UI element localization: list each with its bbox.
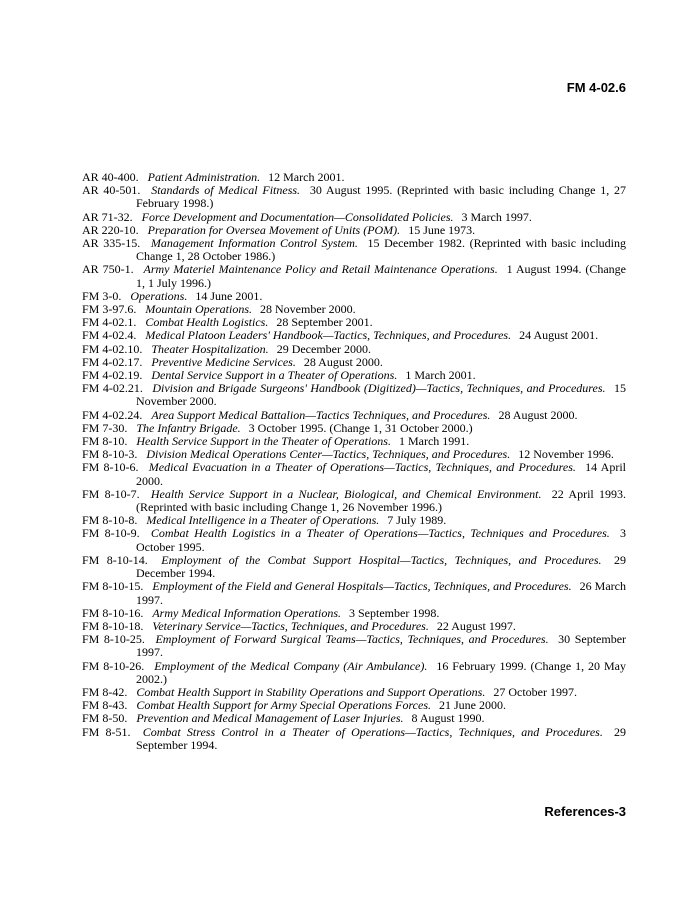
reference-code: FM 4-02.17. bbox=[82, 354, 143, 369]
reference-title: Medical Platoon Leaders' Handbook—Tactics, Techniques, and Procedures. bbox=[145, 328, 512, 343]
reference-code: FM 8-10-25. bbox=[82, 632, 145, 647]
reference-title: Mountain Operations. bbox=[145, 302, 253, 317]
reference-details: 3 October 1995. (Change 1, 31 October 2000.) bbox=[248, 420, 473, 435]
reference-title: Health Service Support in a Nuclear, Biological, and Chemical Environment. bbox=[150, 486, 542, 501]
reference-details: 30 August 1995. (Reprinted with basic including Change 1, 27 February 1998.) bbox=[136, 183, 626, 211]
reference-details: 29 September 1994. bbox=[136, 724, 627, 752]
reference-details: 16 February 1999. (Change 1, 20 May 2002.) bbox=[136, 658, 626, 686]
reference-details: 12 November 1996. bbox=[518, 447, 614, 462]
reference-code: FM 8-10-15. bbox=[82, 579, 144, 594]
reference-code: FM 7-30. bbox=[82, 420, 128, 435]
reference-title: Patient Administration. bbox=[147, 170, 261, 184]
reference-code: AR 40-400. bbox=[82, 170, 139, 184]
reference-entry bbox=[82, 488, 626, 514]
reference-details: 28 September 2001. bbox=[276, 315, 373, 330]
reference-code: FM 8-10-7. bbox=[82, 486, 140, 501]
reference-title: Division Medical Operations Center—Tactics, Techniques, and Procedures. bbox=[146, 447, 511, 462]
reference-code: FM 8-10-3. bbox=[82, 447, 138, 462]
reference-details: 3 March 1997. bbox=[461, 209, 532, 224]
reference-title: Division and Brigade Surgeons' Handbook (Digitized)—Tactics, Techniques, and Procedures. bbox=[152, 381, 606, 396]
reference-details: 22 April 1993. (Reprinted with basic including Change 1, 26 November 1996.) bbox=[136, 486, 627, 515]
reference-code: FM 8-10-14. bbox=[82, 552, 148, 567]
reference-code: FM 8-51. bbox=[82, 724, 131, 739]
reference-code: FM 8-10-8. bbox=[82, 513, 138, 528]
page-label: References-3 bbox=[544, 804, 626, 819]
reference-code: AR 335-15. bbox=[82, 236, 141, 251]
reference-details: 29 December 2000. bbox=[276, 341, 371, 356]
reference-details: 28 November 2000. bbox=[260, 302, 356, 317]
reference-details: 24 August 2001. bbox=[519, 328, 599, 343]
reference-title: The Infantry Brigade. bbox=[136, 420, 241, 435]
reference-details: 7 July 1989. bbox=[387, 513, 447, 528]
reference-entry bbox=[82, 527, 626, 553]
reference-code: FM 8-50. bbox=[82, 711, 128, 726]
reference-list bbox=[82, 171, 626, 752]
reference-entry bbox=[82, 712, 626, 725]
reference-code: AR 750-1. bbox=[82, 262, 134, 277]
reference-entry bbox=[82, 184, 626, 210]
reference-details: 15 November 2000. bbox=[136, 381, 627, 409]
reference-details: 14 June 2001. bbox=[195, 288, 263, 303]
reference-title: Force Development and Documentation—Consolidated Policies. bbox=[141, 209, 454, 224]
reference-title: Health Service Support in the Theater of Operations. bbox=[136, 434, 391, 449]
reference-title: Combat Health Logistics in a Theater of Operations—Tactics, Techniques and Procedures. bbox=[150, 526, 610, 541]
reference-details: 12 March 2001. bbox=[268, 170, 345, 184]
reference-details: 28 August 2000. bbox=[498, 407, 578, 422]
reference-title: Employment of the Field and General Hospitals—Tactics, Techniques, and Procedures. bbox=[152, 579, 572, 594]
reference-details: 26 March 1997. bbox=[136, 579, 626, 607]
reference-title: Combat Health Logistics. bbox=[145, 315, 269, 330]
reference-title: Employment of the Medical Company (Air Ambulance). bbox=[154, 658, 428, 673]
reference-code: FM 8-10-26. bbox=[82, 658, 145, 673]
reference-entry bbox=[82, 211, 626, 224]
reference-code: FM 4-02.19. bbox=[82, 368, 143, 383]
reference-code: FM 8-42. bbox=[82, 684, 128, 699]
reference-entry bbox=[82, 461, 626, 487]
reference-title: Veterinary Service—Tactics, Techniques, and Procedures. bbox=[152, 618, 429, 633]
reference-title: Operations. bbox=[130, 288, 188, 303]
reference-details: 15 December 1982. (Reprinted with basic including Change 1, 28 October 1986.) bbox=[136, 236, 627, 264]
reference-code: FM 8-10-9. bbox=[82, 526, 140, 541]
reference-code: FM 4-02.10. bbox=[82, 341, 143, 356]
reference-entry bbox=[82, 263, 626, 289]
reference-title: Army Materiel Maintenance Policy and Retail Maintenance Operations. bbox=[143, 262, 498, 277]
reference-title: Standards of Medical Fitness. bbox=[151, 183, 301, 198]
reference-details: 3 September 1998. bbox=[349, 605, 440, 620]
reference-details: 22 August 1997. bbox=[436, 618, 516, 633]
reference-details: 30 September 1997. bbox=[136, 632, 627, 660]
reference-code: AR 40-501. bbox=[82, 183, 141, 198]
reference-details: 27 October 1997. bbox=[493, 684, 578, 699]
reference-code: FM 8-43. bbox=[82, 698, 128, 713]
reference-title: Medical Evacuation in a Theater of Operations—Tactics, Techniques, and Procedures. bbox=[148, 460, 576, 475]
reference-details: 29 December 1994. bbox=[136, 552, 627, 581]
reference-details: 1 March 2001. bbox=[405, 368, 476, 383]
reference-title: Preparation for Oversea Movement of Units (POM). bbox=[147, 222, 401, 237]
reference-entry bbox=[82, 554, 626, 580]
reference-code: AR 71-32. bbox=[82, 209, 133, 224]
reference-code: FM 4-02.21. bbox=[82, 381, 143, 396]
reference-code: FM 3-97.6. bbox=[82, 302, 137, 317]
reference-entry bbox=[82, 580, 626, 606]
reference-details: 21 June 2000. bbox=[439, 698, 506, 713]
reference-title: Combat Health Support for Army Special Operations Forces. bbox=[136, 698, 431, 713]
reference-details: 1 August 1994. (Change 1, 1 July 1996.) bbox=[136, 262, 626, 290]
reference-code: FM 3-0. bbox=[82, 288, 122, 303]
reference-details: 1 March 1991. bbox=[398, 434, 470, 449]
reference-details: 14 April 2000. bbox=[136, 460, 627, 488]
reference-title: Combat Stress Control in a Theater of Operations—Tactics, Techniques, and Procedures. bbox=[142, 724, 603, 739]
reference-title: Theater Hospitalization. bbox=[151, 341, 269, 356]
reference-title: Employment of the Combat Support Hospital—Tactics, Techniques, and Procedures. bbox=[161, 552, 602, 567]
reference-code: FM 4-02.1. bbox=[82, 315, 137, 330]
reference-title: Dental Service Support in a Theater of Operations. bbox=[151, 368, 398, 383]
reference-title: Area Support Medical Battalion—Tactics Techniques, and Procedures. bbox=[151, 407, 491, 422]
reference-code: FM 4-02.24. bbox=[82, 407, 143, 422]
reference-code: FM 8-10-16. bbox=[82, 605, 144, 620]
reference-details: 28 August 2000. bbox=[303, 354, 383, 369]
reference-title: Army Medical Information Operations. bbox=[152, 605, 341, 620]
reference-entry bbox=[82, 237, 626, 263]
reference-title: Combat Health Support in Stability Operations and Support Operations. bbox=[136, 684, 486, 699]
reference-code: FM 8-10. bbox=[82, 434, 128, 449]
reference-details: 8 August 1990. bbox=[411, 711, 485, 726]
reference-code: FM 8-10-18. bbox=[82, 618, 144, 633]
reference-title: Preventive Medicine Services. bbox=[151, 354, 296, 369]
document-number: FM 4-02.6 bbox=[566, 80, 626, 95]
reference-entry bbox=[82, 382, 626, 408]
reference-code: AR 220-10. bbox=[82, 222, 139, 237]
reference-code: FM 8-10-6. bbox=[82, 460, 139, 475]
reference-title: Prevention and Medical Management of Laser Injuries. bbox=[136, 711, 404, 726]
reference-title: Management Information Control System. bbox=[150, 236, 358, 251]
reference-title: Medical Intelligence in a Theater of Operations. bbox=[146, 513, 380, 528]
reference-entry bbox=[82, 633, 626, 659]
reference-title: Employment of Forward Surgical Teams—Tactics, Techniques, and Procedures. bbox=[155, 632, 549, 647]
reference-entry bbox=[82, 726, 626, 752]
reference-entry bbox=[82, 660, 626, 686]
reference-code: FM 4-02.4. bbox=[82, 328, 137, 343]
reference-details: 3 October 1995. bbox=[136, 526, 627, 554]
reference-entry bbox=[82, 607, 626, 620]
reference-details: 15 June 1973. bbox=[408, 222, 476, 237]
